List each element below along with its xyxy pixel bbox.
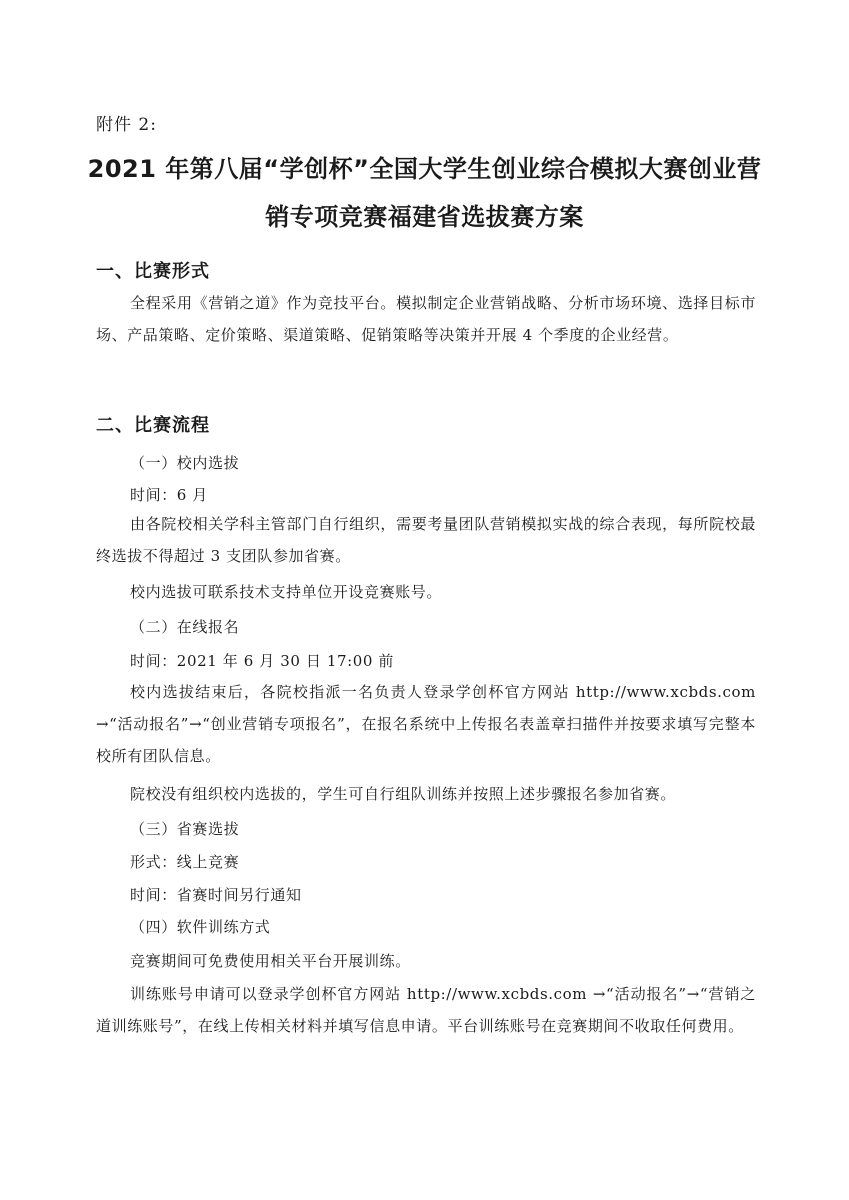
attachment-label: 附件 2: bbox=[96, 115, 157, 135]
campus-selection-paragraph: 由各院校相关学科主管部门自行组织，需要考量团队营销模拟实战的综合表现，每所院校最终选拔不得超过 3 支团队参加省赛。 bbox=[96, 515, 756, 565]
subsection-software-training: （四）软件训练方式 bbox=[130, 918, 271, 936]
training-paragraph-2: 训练账号申请可以登录学创杯官方网站 http://www.xcbds.com →“活动报名”→“营销之道训练账号”，在线上传相关材料并填写信息申请。平台训练账号在竞赛期间不收取任何费用。 bbox=[96, 985, 756, 1035]
provincial-selection-time: 时间：省赛时间另行通知 bbox=[130, 886, 302, 904]
document-title: 2021 年第八届“学创杯”全国大学生创业综合模拟大赛创业营销专项竞赛福建省选拔赛方案 bbox=[87, 155, 762, 231]
registration-time: 时间：2021 年 6 月 30 日 17:00 前 bbox=[130, 652, 395, 670]
campus-selection-note: 校内选拔可联系技术支持单位开设竞赛账号。 bbox=[130, 583, 443, 601]
registration-paragraph: 校内选拔结束后，各院校指派一名负责人登录学创杯官方网站 http://www.xcbds.com →“活动报名”→“创业营销专项报名”，在报名系统中上传报名表盖章扫描件并按要求填写完整本校所有团队信息。 bbox=[96, 683, 756, 765]
provincial-selection-form: 形式：线上竞赛 bbox=[130, 853, 240, 871]
section-heading-format: 一、比赛形式 bbox=[96, 261, 210, 282]
subsection-provincial-selection: （三）省赛选拔 bbox=[130, 820, 240, 838]
section-heading-process: 二、比赛流程 bbox=[96, 415, 210, 436]
format-paragraph: 全程采用《营销之道》作为竞技平台。模拟制定企业营销战略、分析市场环境、选择目标市场、产品策略、定价策略、渠道策略、促销策略等决策并开展 4 个季度的企业经营。 bbox=[96, 294, 756, 344]
subsection-online-registration: （二）在线报名 bbox=[130, 618, 240, 636]
subsection-campus-selection: （一）校内选拔 bbox=[130, 454, 240, 472]
campus-selection-time: 时间：6 月 bbox=[130, 486, 208, 504]
registration-note: 院校没有组织校内选拔的，学生可自行组队训练并按照上述步骤报名参加省赛。 bbox=[130, 785, 677, 803]
training-paragraph-1: 竞赛期间可免费使用相关平台开展训练。 bbox=[130, 952, 411, 970]
